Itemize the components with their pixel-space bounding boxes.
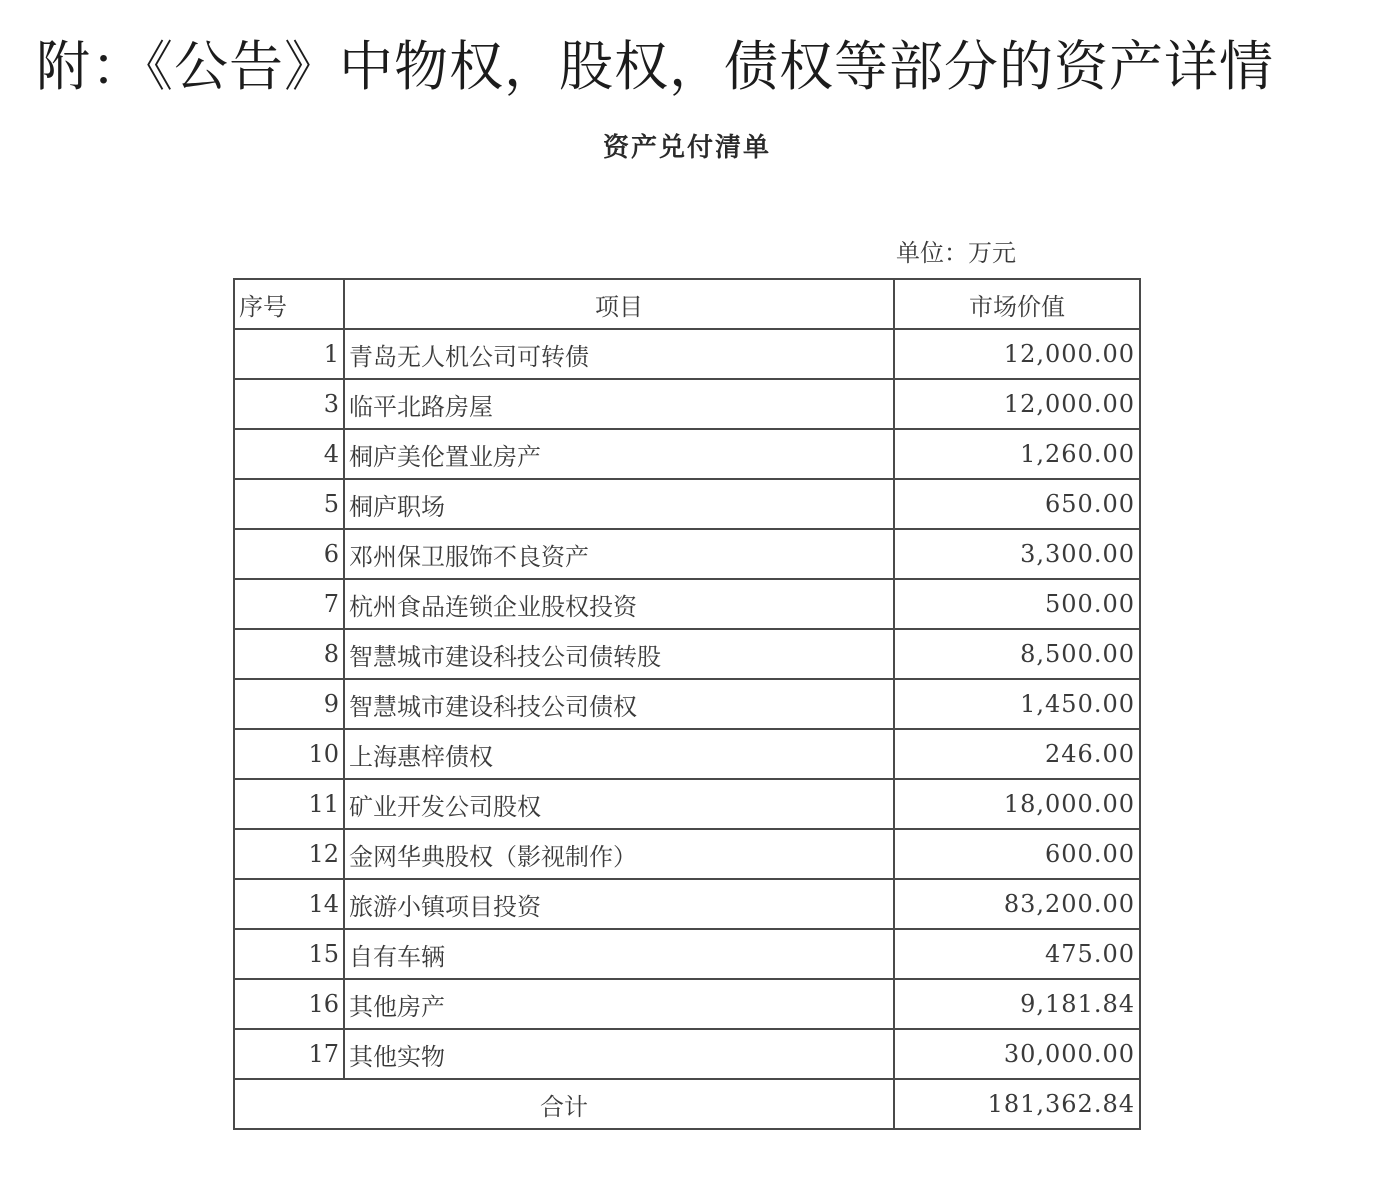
table-row bbox=[234, 629, 1140, 679]
table-row bbox=[234, 679, 1140, 729]
row-item: 其他房产 bbox=[344, 979, 894, 1029]
row-item: 自有车辆 bbox=[344, 929, 894, 979]
table-row bbox=[234, 479, 1140, 529]
table-row bbox=[234, 579, 1140, 629]
row-value: 8,500.00 bbox=[894, 629, 1140, 679]
total-label: 合计 bbox=[234, 1079, 894, 1129]
table-row bbox=[234, 329, 1140, 379]
row-value: 83,200.00 bbox=[894, 879, 1140, 929]
page-heading: 附：《公告》中物权，股权，债权等部分的资产详情 bbox=[36, 35, 1274, 98]
row-value: 3,300.00 bbox=[894, 529, 1140, 579]
table-row bbox=[234, 729, 1140, 779]
row-value: 650.00 bbox=[894, 479, 1140, 529]
row-no: 16 bbox=[234, 979, 344, 1029]
row-item: 杭州食品连锁企业股权投资 bbox=[344, 579, 894, 629]
row-item: 上海惠梓债权 bbox=[344, 729, 894, 779]
row-value: 246.00 bbox=[894, 729, 1140, 779]
row-value: 475.00 bbox=[894, 929, 1140, 979]
row-value: 18,000.00 bbox=[894, 779, 1140, 829]
table-total-row bbox=[234, 1079, 1140, 1129]
row-value: 12,000.00 bbox=[894, 379, 1140, 429]
table-row bbox=[234, 379, 1140, 429]
row-item: 智慧城市建设科技公司债转股 bbox=[344, 629, 894, 679]
row-item: 旅游小镇项目投资 bbox=[344, 879, 894, 929]
row-item: 矿业开发公司股权 bbox=[344, 779, 894, 829]
row-no: 8 bbox=[234, 629, 344, 679]
row-no: 9 bbox=[234, 679, 344, 729]
row-value: 1,260.00 bbox=[894, 429, 1140, 479]
row-value: 600.00 bbox=[894, 829, 1140, 879]
row-item: 桐庐职场 bbox=[344, 479, 894, 529]
document-title: 资产兑付清单 bbox=[602, 133, 771, 163]
row-no: 14 bbox=[234, 879, 344, 929]
row-no: 12 bbox=[234, 829, 344, 879]
row-item: 邓州保卫服饰不良资产 bbox=[344, 529, 894, 579]
row-no: 5 bbox=[234, 479, 344, 529]
table-row bbox=[234, 529, 1140, 579]
asset-table bbox=[233, 278, 1141, 1130]
table-row bbox=[234, 879, 1140, 929]
table-header-row bbox=[234, 279, 1140, 329]
row-item: 临平北路房屋 bbox=[344, 379, 894, 429]
column-header-value: 市场价值 bbox=[894, 279, 1140, 329]
column-header-no: 序号 bbox=[234, 279, 344, 329]
row-item: 其他实物 bbox=[344, 1029, 894, 1079]
column-header-item: 项目 bbox=[344, 279, 894, 329]
row-value: 12,000.00 bbox=[894, 329, 1140, 379]
row-no: 7 bbox=[234, 579, 344, 629]
row-no: 3 bbox=[234, 379, 344, 429]
row-value: 1,450.00 bbox=[894, 679, 1140, 729]
row-no: 10 bbox=[234, 729, 344, 779]
table-row bbox=[234, 779, 1140, 829]
row-no: 11 bbox=[234, 779, 344, 829]
unit-label: 单位：万元 bbox=[896, 239, 1016, 267]
row-no: 17 bbox=[234, 1029, 344, 1079]
row-no: 4 bbox=[234, 429, 344, 479]
row-item: 金网华典股权（影视制作） bbox=[344, 829, 894, 879]
row-item: 青岛无人机公司可转债 bbox=[344, 329, 894, 379]
row-no: 6 bbox=[234, 529, 344, 579]
table-row bbox=[234, 1029, 1140, 1079]
table-row bbox=[234, 929, 1140, 979]
row-item: 桐庐美伦置业房产 bbox=[344, 429, 894, 479]
table-row bbox=[234, 979, 1140, 1029]
row-no: 15 bbox=[234, 929, 344, 979]
row-item: 智慧城市建设科技公司债权 bbox=[344, 679, 894, 729]
row-no: 1 bbox=[234, 329, 344, 379]
row-value: 30,000.00 bbox=[894, 1029, 1140, 1079]
total-value: 181,362.84 bbox=[894, 1079, 1140, 1129]
table-row bbox=[234, 829, 1140, 879]
row-value: 500.00 bbox=[894, 579, 1140, 629]
row-value: 9,181.84 bbox=[894, 979, 1140, 1029]
table-row bbox=[234, 429, 1140, 479]
